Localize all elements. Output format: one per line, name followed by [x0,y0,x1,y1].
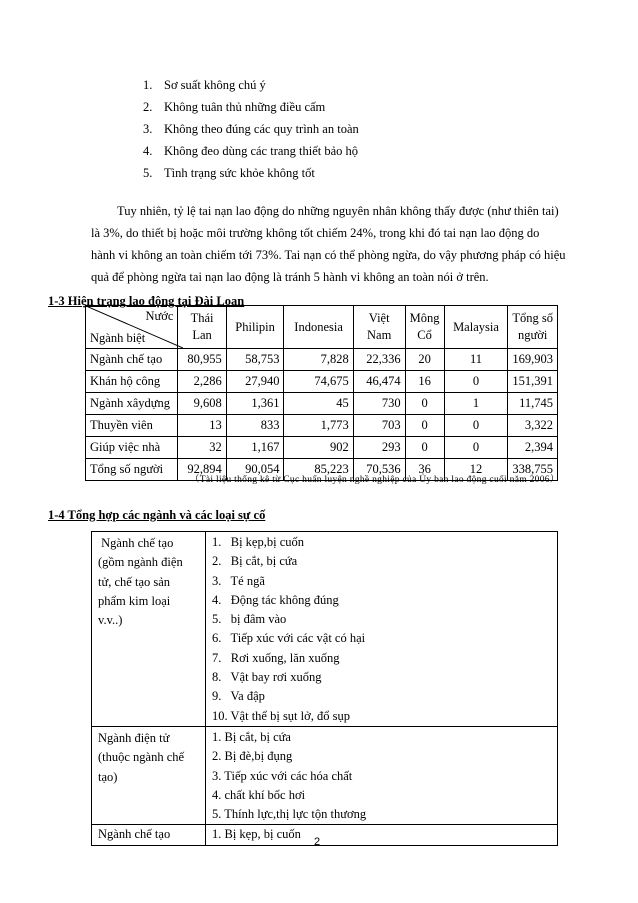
list-item-number: 5. [143,166,153,180]
header-text: Nam [367,328,392,342]
cell-indonesia: 45 [284,393,353,415]
cell-philipin: 833 [226,415,284,437]
header-text: Mông [409,311,440,325]
row-name: Ngành chế tạo [86,349,178,371]
cell-total: 338,755 [508,459,558,481]
cell-viet: 703 [353,415,405,437]
section-heading-1-3: 1-3 Hiện trạng lao động tại Đài Loan [48,294,245,308]
table-row [86,371,558,393]
header-country: Nước [145,309,174,323]
header-text: người [518,328,548,342]
cell-malaysia: 0 [444,371,508,393]
cell-viet: 46,474 [353,371,405,393]
accident-table [91,531,558,846]
row-name: Thuyền viên [86,415,178,437]
cell-total: 169,903 [508,349,558,371]
section-heading-1-4: 1-4 Tổng hợp các ngành và các loại sự cố [48,508,266,522]
list-item-text: Sơ suất không chú ý [164,78,266,92]
header-indonesia: Indonesia [284,306,353,349]
incident-item: 7. Rơi xuống, lăn xuống [212,650,340,665]
cell-malaysia: 11 [444,349,508,371]
table-row [86,393,558,415]
cell-thai: 32 [178,437,226,459]
incident-item: 9. Va đập [212,689,265,704]
cell-thai: 9,608 [178,393,226,415]
cell-malaysia: 0 [444,437,508,459]
list-item-text: Không đeo dùng các trang thiết bảo hộ [164,144,359,158]
header-text: Thái [190,311,214,325]
table-row [86,437,558,459]
cell-mong: 0 [405,415,444,437]
cell-indonesia: 85,223 [284,459,353,481]
diagonal-header-cell [86,306,178,349]
table-row [92,532,558,727]
list-item-text: Không theo đúng các quy trình an toàn [164,122,359,136]
cell-philipin: 27,940 [226,371,284,393]
cell-mong: 20 [405,349,444,371]
industry-cell [92,726,206,824]
cell-indonesia: 7,828 [284,349,353,371]
incident-item: 4. chất khí bốc hơi [212,787,306,802]
incident-item: 5. bị đâm vào [212,612,287,627]
industry-line: tử, chế tạo sản [98,574,171,589]
incident-list [206,532,558,727]
header-philipin: Philipin [226,306,284,349]
header-mong [405,306,444,349]
header-total [508,306,558,349]
incident-item: 1. Bị cắt, bị cứa [212,729,291,744]
table-source-note: （Tài liệu thống kê từ Cục huấn luyện nghề nghiệp của Ủy ban lao động cuối năm 2006） [190,475,560,485]
incident-list [206,825,558,845]
header-industry: Ngành biệt [90,331,146,345]
header-text: Việt [368,311,390,325]
table-row [92,825,558,845]
paragraph-line: là 3%, do thiết bị hoặc môi trường không tốt chiếm 24%, trong khi đó tai nạn lao động do [91,226,540,240]
cell-viet: 70,536 [353,459,405,481]
row-name: Tổng số người [86,459,178,481]
cell-malaysia: 1 [444,393,508,415]
industry-cell [92,532,206,727]
cell-malaysia: 12 [444,459,508,481]
incident-item: 5. Thính lực,thị lực tộn thương [212,807,367,822]
list-item-number: 4. [143,144,153,158]
cell-viet: 293 [353,437,405,459]
page-number: 2 [314,836,321,848]
cell-total: 3,322 [508,415,558,437]
incident-item: 8. Vật bay rơi xuống [212,670,322,685]
list-item-number: 1. [143,78,153,92]
cell-total: 151,391 [508,371,558,393]
incident-list [206,726,558,824]
cell-philipin: 90,054 [226,459,284,481]
cell-thai: 2,286 [178,371,226,393]
cell-mong: 36 [405,459,444,481]
header-text: Cổ [417,328,432,342]
table-row [92,726,558,824]
cell-philipin: 1,167 [226,437,284,459]
cell-philipin: 1,361 [226,393,284,415]
table-row [86,349,558,371]
incident-item: 2. Bị cắt, bị cứa [212,554,298,569]
industry-line: (gồm ngành điện [98,555,183,570]
incident-item: 3. Té ngã [212,573,265,588]
industry-line: v.v..) [98,613,123,628]
list-item-text: Tình trạng sức khỏe không tốt [164,166,315,180]
cell-indonesia: 74,675 [284,371,353,393]
industry-line: Ngành chế tạo [98,536,174,550]
cell-thai: 13 [178,415,226,437]
cell-malaysia: 0 [444,415,508,437]
industry-line: phẩm kim loại [98,593,171,608]
cell-viet: 730 [353,393,405,415]
industry-cell [92,825,206,845]
cell-mong: 16 [405,371,444,393]
incident-item: 10. Vật thể bị sụt lở, đổ sụp [212,708,350,723]
header-viet [353,306,405,349]
header-thai [178,306,226,349]
cell-mong: 0 [405,393,444,415]
paragraph-line: Tuy nhiên, tỷ lệ tai nạn lao động do những nguyên nhân không thấy được (như thiên tai) [117,204,559,218]
industry-line: Ngành chế tạo [98,827,171,842]
cell-total: 2,394 [508,437,558,459]
incident-item: 4. Động tác không đúng [212,592,339,607]
cell-viet: 22,336 [353,349,405,371]
industry-line: Ngành điện tử [98,730,170,745]
header-malaysia: Malaysia [444,306,508,349]
cell-philipin: 58,753 [226,349,284,371]
list-item-number: 2. [143,100,153,114]
table-row [86,415,558,437]
industry-line: (thuộc ngành chế [98,750,185,765]
incident-item: 1. Bị kẹp, bị cuốn [212,827,301,842]
table-header-row [86,306,558,349]
cell-mong: 0 [405,437,444,459]
cell-indonesia: 902 [284,437,353,459]
incident-item: 2. Bị đè,bị đụng [212,749,293,764]
paragraph-line: quả để phòng ngừa tai nạn lao động là tránh 5 hành vi không an toàn nói ở trên. [91,270,489,284]
row-name: Khán hộ công [86,371,178,393]
cell-indonesia: 1,773 [284,415,353,437]
incident-item: 6. Tiếp xúc với các vật có hại [212,631,366,646]
incident-item: 3. Tiếp xúc với các hóa chất [212,768,353,783]
list-item-text: Không tuân thủ những điều cấm [164,100,326,114]
cell-thai: 80,955 [178,349,226,371]
row-name: Giúp việc nhà [86,437,178,459]
cell-total: 11,745 [508,393,558,415]
row-name: Ngành xâydựng [86,393,178,415]
list-item-number: 3. [143,122,153,136]
header-text: Tổng số [512,311,553,325]
cell-thai: 92,894 [178,459,226,481]
paragraph-line: hành vi không an toàn chiếm tới 73%. Tai nạn có thể phòng ngừa, do vậy phương pháp có hiệu [91,248,566,262]
labor-table [85,305,558,481]
header-text: Lan [192,328,212,342]
industry-line: tạo) [98,769,118,784]
incident-item: 1. Bị kẹp,bị cuốn [212,535,305,549]
